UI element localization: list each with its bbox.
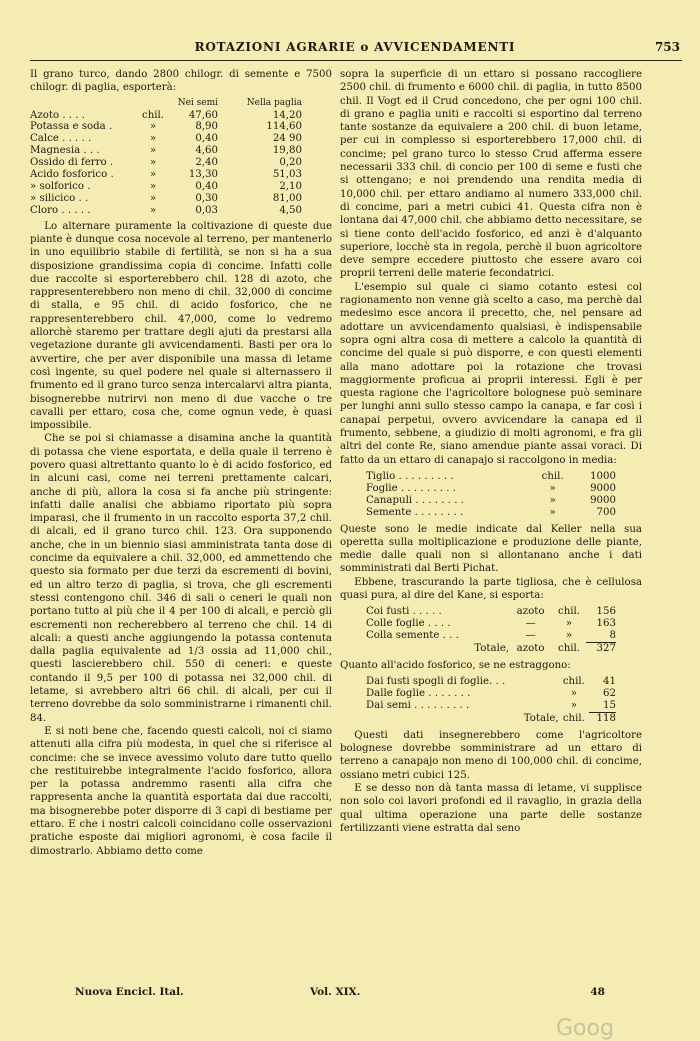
- row-label: Tiglio . . . . . . . . .: [366, 470, 454, 482]
- row-value: 62: [603, 688, 616, 700]
- row-unit: »: [149, 169, 157, 181]
- paragraph: Che se poi si chiamasse a disamina anche la quantità di potassa che viene esportata, e della quale il terreno è povero quasi altrettanto quanto lo è di acido fosforico, ed in alcuni casi, come nei terreni prettamente calcari, anche di più, allora la cosa si fa anche più stringente: infatti dalle analisi che abbiamo riportato più sopra imparasi, che il frumento in un raccolto esporta 37,2 chil. di alcali, ed il grano turco chil. 123. Ora supponendo anche, che in un biennio siasi amministrata tanta dose di concime da equivalere a chil. 32,000, ed ammettendo che questo sia formato per due terzi da escrementi di bovini, ed un altro terzo di paglia, si trova, che gli escrementi stessi contengono chil. 346 di sali o ceneri le quali non portano tutto al più che il 4 per 100 di alcali, e perciò gli escrementi non recherebbero al terreno che chil. 14 di alcali: a questi anche aggiungendo la potassa contenuta dalla paglia equivalente ad 1/3 ossia ad 11,000 chil., questi lascierebbero chil. 550 di ceneri: e queste contando il 9,5 per 100 di potassa nei 32,000 chil. di letame, si avrebbero altri 66 chil. di alcali, per cui il terreno dovrebbe da solo somministrarne i rimanenti chil. 84.: [30, 433, 332, 724]
- value-paglia: 0,20: [279, 157, 302, 169]
- row-unit: »: [549, 494, 556, 506]
- row-value: 163: [596, 618, 616, 630]
- paragraph: sopra la superficie di un ettaro si possano raccogliere 2500 chil. di frumento e 6000 chil. di paglia, in tutto 8500 chil. Il Vogt ed il Crud concedono, che per ogni 100 chil. di grano e paglia uniti e raccolti si esportino dal terreno tante sostanze da equivalere a 200 chil. di buon letame, per cui in complesso si esporterebbero 17,000 chil. di concime; pel grano turco lo stesso Crud afferma essere necessarii 333 chil. di concio per 100 di seme e fusti che si ottengano; e noi prendendo una rendita media di 10,000 chil. per ettaro andiamo al numero 333,000 chil. di concime, pari a metri cubici 41. Questa cifra non è lontana dai 47,000 chil. che abbiamo detto necessitare, se si tiene conto dell'acido fosforico, ed anzi è d'alquanto superiore, locchè sta in regola, perchè il buon agricoltore deve sempre eccedere piuttosto che essere avaro coi proprii terreni delle materie fecondatrici.: [340, 69, 642, 280]
- row-unit: chil.: [562, 676, 585, 688]
- scan-watermark: Goog: [556, 1016, 614, 1041]
- row-label: Canapuli . . . . . . . .: [366, 494, 464, 506]
- phosphoric-table: [366, 676, 616, 725]
- total-unit: chil.: [557, 642, 581, 654]
- row-label: Foglie . . . . . . . . .: [366, 482, 457, 494]
- row-unit: »: [149, 157, 157, 169]
- row-unit: »: [149, 192, 157, 204]
- footer-journal: Nuova Encicl. Ital.: [75, 986, 184, 998]
- table-row: [366, 471, 616, 483]
- row-value: 41: [603, 676, 616, 688]
- row-value: 15: [603, 700, 616, 712]
- row-substance: —: [525, 618, 536, 630]
- table-row: [30, 157, 302, 169]
- table-row: [366, 507, 616, 519]
- row-unit: chil.: [141, 109, 165, 121]
- row-label: Acido fosforico .: [30, 169, 114, 181]
- paragraph: Ebbene, trascurando la parte tigliosa, che è cellulosa quasi pura, al dire del Kane, si esporta:: [340, 576, 642, 602]
- page-number: 753: [654, 40, 680, 54]
- paragraph: L'esempio sul quale ci siamo cotanto estesi col ragionamento non venne già scelto a caso, ma perchè dal medesimo esce ancora il precetto, che, nel pensare ad adottare un avvicendamento qualsiasi, è indispensabile sopra ogni altra cosa di mettere a calcolo la quantità di concime del quale si può disporre, e con questi elementi alla mano adottare poi la rotazione che trovasi maggiormente proficua ai proprii interessi. Egli è per questa ragione che l'agricoltore bolognese può seminare per lunghi anni sullo stesso campo la canapa, e far così i canapai perpetui, ovvero avvicendare la canapa ed il frumento, sebbene, a giudizio di molti agronomi, e fra gli altri del conte Re, siano amendue piante assai voraci. Di fatto da un ettaro di canapajo si raccolgono in media:: [340, 281, 642, 466]
- right-column: [340, 68, 642, 835]
- row-label: » silicico . .: [30, 192, 89, 204]
- row-label: Semente . . . . . . . .: [366, 506, 464, 518]
- row-label: Calce . . . . .: [30, 133, 92, 145]
- row-unit: »: [565, 618, 573, 630]
- table-row: [30, 133, 302, 145]
- row-unit: »: [549, 506, 556, 518]
- table-row: [30, 181, 302, 193]
- page-footer: [75, 986, 605, 1002]
- value-semi: 0,40: [195, 133, 218, 145]
- paragraph: Lo alternare puramente la coltivazione di queste due piante è dunque cosa nocevole al terreno, per mantenerlo in uno equilibrio stabile di fertilità, se non si ha a sua disposizione grandissima copia di concime. Infatti colle due raccolte si esporterebbero chil. 128 di azoto, che rappresenterebbero non meno di chil. 32,000 di concime di stalla, e 95 chil. di acido fosforico, che ne rappresenterebbero chil. 47,000, come lo vedremo allorchè staremo per trattare degli ajuti da prestarsi alla vegetazione durante gli avvicendamenti. Basti per ora lo avvertire, che per aver disponibile una massa di letame così ingente, su quel podere nel quale si alternassero il frumento ed il grano turco senza intercalarvi altra pianta, bisognerebbe nutrirvi non meno di due vacche o tre cavalli per ettaro, cosa che, come ognun vede, è quasi impossibile.: [30, 220, 332, 432]
- value-paglia: 81,00: [272, 192, 302, 204]
- row-unit: chil.: [541, 470, 564, 482]
- table-row: [30, 205, 302, 217]
- table-row: [366, 606, 616, 618]
- row-value: 8: [609, 630, 616, 642]
- row-label: Dai fusti spogli di foglie. . .: [366, 676, 506, 688]
- row-label: Potassa e soda .: [30, 121, 113, 133]
- table-row: [30, 169, 302, 181]
- table-row: [366, 618, 616, 630]
- row-label: Dalle foglie . . . . . . .: [366, 688, 471, 700]
- paragraph: E se desso non dà tanta massa di letame, vi supplisce non solo coi lavori profondi ed il ravaglio, in grazia della qual ultima operazione una parte delle sostanze fertilizzanti viene estratta dal seno: [340, 783, 642, 834]
- row-value: 700: [596, 506, 616, 518]
- row-value: 9000: [590, 494, 616, 506]
- total-value: 327: [586, 643, 616, 655]
- total-value: 118: [589, 712, 616, 724]
- table-row: [366, 700, 616, 712]
- row-label: Coi fusti . . . . .: [366, 606, 442, 618]
- table-total-row: [366, 712, 616, 724]
- row-label: Magnesia . . .: [30, 145, 100, 157]
- row-substance: azoto: [516, 606, 545, 618]
- row-label: Colle foglie . . . .: [366, 618, 451, 630]
- ash-table-grano-turco: [30, 98, 302, 217]
- row-unit: »: [570, 688, 577, 700]
- value-paglia: 4,50: [279, 204, 302, 216]
- table-row: [30, 145, 302, 157]
- table-row: [30, 121, 302, 133]
- table-total-row: [366, 643, 616, 655]
- header-rule: [30, 60, 682, 61]
- row-label: Colla semente . . .: [366, 630, 459, 642]
- paragraph: Quanto all'acido fosforico, se ne estraggono:: [340, 659, 571, 671]
- table-row: [366, 688, 616, 700]
- value-paglia: 14,20: [272, 109, 302, 121]
- row-unit: »: [565, 630, 573, 642]
- table-row: [366, 676, 616, 688]
- row-unit: chil.: [557, 606, 581, 618]
- row-unit: »: [149, 133, 157, 145]
- value-paglia: 51,03: [272, 169, 302, 181]
- value-semi: 0,30: [195, 192, 218, 204]
- total-label: Totale,: [523, 712, 559, 724]
- table-row: [366, 495, 616, 507]
- col-head-semi: Nei semi: [177, 97, 218, 108]
- left-column: [30, 68, 332, 858]
- total-what: azoto: [516, 642, 545, 654]
- total-unit: chil.: [562, 712, 585, 724]
- footer-volume: Vol. XIX.: [310, 986, 361, 998]
- row-unit: »: [149, 145, 157, 157]
- value-semi: 4,60: [195, 145, 218, 157]
- value-semi: 47,60: [188, 109, 218, 121]
- value-paglia: 19,80: [272, 145, 302, 157]
- row-label: Azoto . . . .: [30, 109, 85, 121]
- running-header: [30, 40, 680, 60]
- value-semi: 13,30: [188, 169, 218, 181]
- table-row: [366, 630, 616, 642]
- value-semi: 0,03: [195, 204, 218, 216]
- row-label: Ossido di ferro .: [30, 157, 114, 169]
- row-unit: »: [149, 204, 157, 216]
- row-substance: —: [525, 630, 536, 642]
- value-paglia: 114,60: [266, 121, 302, 133]
- row-unit: »: [149, 180, 157, 192]
- nitrogen-table: [366, 606, 616, 655]
- value-paglia: 2,10: [279, 180, 302, 192]
- table-row: [30, 193, 302, 205]
- value-semi: 8,90: [195, 121, 218, 133]
- value-semi: 0,40: [195, 180, 218, 192]
- paragraph: Il grano turco, dando 2800 chilogr. di semente e 7500 chilogr. di paglia, esporterà:: [30, 69, 332, 94]
- row-unit: »: [549, 482, 556, 494]
- canapajo-yield-table: [366, 471, 616, 519]
- footer-sheet-number: 48: [590, 986, 605, 998]
- value-semi: 2,40: [195, 157, 218, 169]
- row-label: Dai semi . . . . . . . . .: [366, 700, 470, 712]
- table-row: [366, 483, 616, 495]
- header-title: ROTAZIONI AGRARIE o AVVICENDAMENTI: [194, 40, 516, 54]
- paragraph: E si noti bene che, facendo questi calcoli, noi ci siamo attenuti alla cifra più modesta, in quel che si riferisce al concime: che se invece avessimo voluto dare tutto quello che restituirebbe integralmente l'acido fosforico, allora per la potassa andremmo rasenti alla cifra che rappresenta anche la quantità esportata dai due raccolti, ma bisognerebbe poter disporre di 3 capi di bestiame per ettaro. E che i nostri calcoli coincidano colle osservazioni pratiche esposte dai migliori agronomi, è cosa facile il dimostrarlo. Abbiamo detto come: [30, 725, 332, 857]
- total-label: Totale,: [474, 642, 510, 654]
- row-unit: »: [149, 121, 157, 133]
- paragraph: Queste sono le medie indicate dal Keller nella sua operetta sulla moltiplicazione e produzione delle piante, medie dalle quali non si allontanano anche i dati somministrati dal Berti Pichat.: [340, 523, 642, 575]
- paragraph: Questi dati insegnerebbero come l'agricoltore bolognese dovrebbe somministrare ad un ettaro di terreno a canapajo non meno di 100,000 chil. di concime, ossiano metri cubici 125.: [340, 729, 642, 781]
- row-value: 1000: [590, 470, 616, 482]
- row-value: 156: [596, 606, 616, 618]
- table-row: [30, 110, 302, 122]
- row-value: 9000: [590, 482, 616, 494]
- row-label: » solforico .: [30, 180, 91, 192]
- row-label: Cloro . . . . .: [30, 204, 91, 216]
- row-unit: »: [570, 700, 577, 712]
- value-paglia: 24 90: [272, 133, 302, 145]
- col-head-paglia: Nella paglia: [246, 97, 302, 108]
